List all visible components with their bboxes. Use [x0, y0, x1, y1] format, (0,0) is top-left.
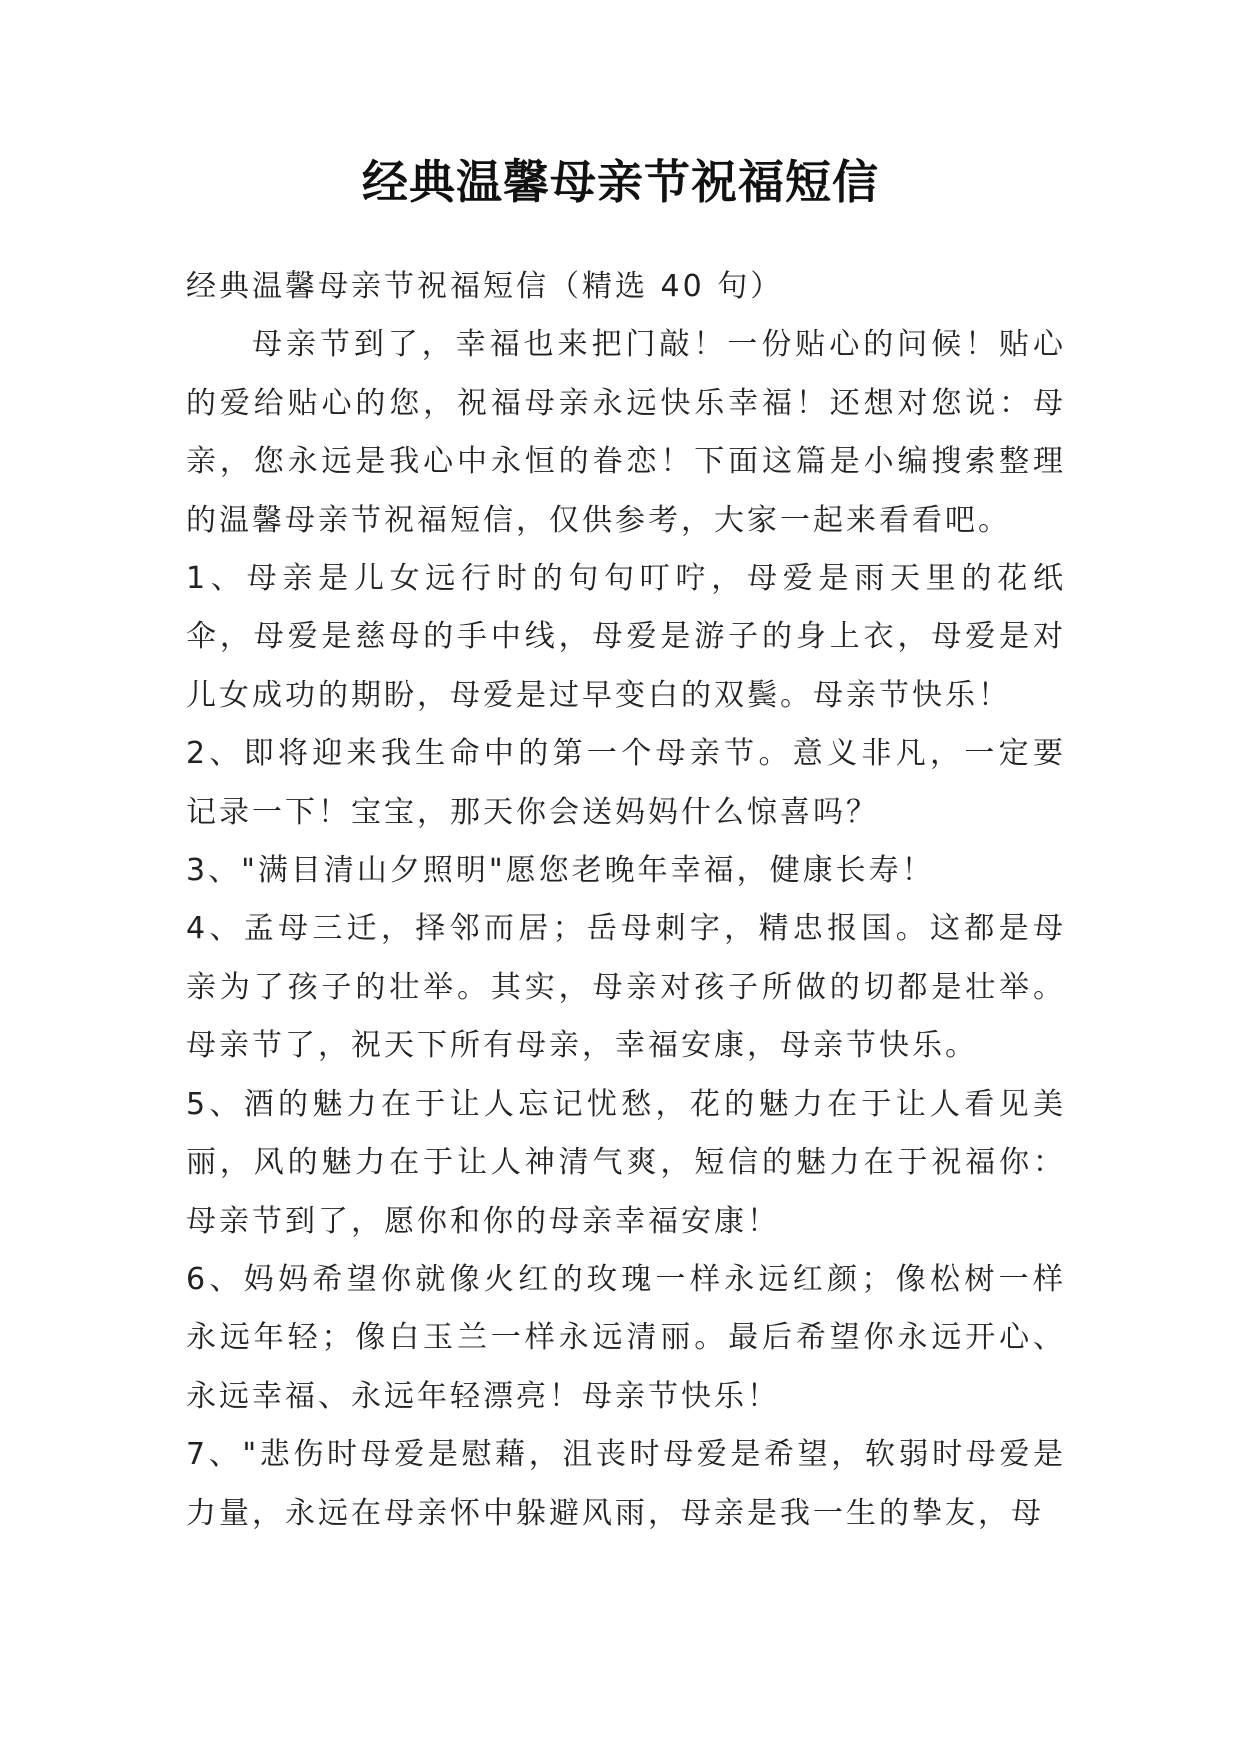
list-item: 6、妈妈希望你就像火红的玫瑰一样永远红颜；像松树一样永远年轻；像白玉兰一样永远清丽。最后希望你永远开心、永远幸福、永远年轻漂亮！母亲节快乐！ [186, 1261, 1066, 1414]
list-item: 3、"满目清山夕照明"愿您老晚年幸福，健康长寿！ [186, 853, 935, 889]
document-body [186, 258, 1066, 1543]
document-subtitle: 经典温馨母亲节祝福短信（精选 40 句） [186, 269, 784, 304]
list-item: 2、即将迎来我生命中的第一个母亲节。意义非凡，一定要记录一下！宝宝，那天你会送妈妈什么惊喜吗？ [186, 736, 1066, 830]
list-item: 5、酒的魅力在于让人忘记忧愁，花的魅力在于让人看见美丽，风的魅力在于让人神清气爽，短信的魅力在于祝福你：母亲节到了，愿你和你的母亲幸福安康！ [186, 1086, 1066, 1239]
list-item: 4、孟母三迁，择邻而居；岳母刺字，精忠报国。这都是母亲为了孩子的壮举。其实，母亲对孩子所做的切都是壮举。母亲节了，祝天下所有母亲，幸福安康，母亲节快乐。 [186, 911, 1066, 1064]
document-title: 经典温馨母亲节祝福短信 [362, 155, 879, 209]
list-item: 1、母亲是儿女远行时的句句叮咛，母爱是雨天里的花纸伞，母爱是慈母的手中线，母爱是游子的身上衣，母爱是对儿女成功的期盼，母爱是过早变白的双鬓。母亲节快乐！ [186, 561, 1066, 713]
intro-paragraph: 母亲节到了，幸福也来把门敲！一份贴心的问候！贴心的爱给贴心的您，祝福母亲永远快乐幸福！还想对您说：母亲，您永远是我心中永恒的眷恋！下面这篇是小编搜索整理的温馨母亲节祝福短信，仅供参考，大家一起来看看吧。 [186, 327, 1066, 538]
list-item: 7、"悲伤时母爱是慰藉，沮丧时母爱是希望，软弱时母爱是力量，永远在母亲怀中躲避风雨，母亲是我一生的挚友，母 [186, 1437, 1066, 1531]
